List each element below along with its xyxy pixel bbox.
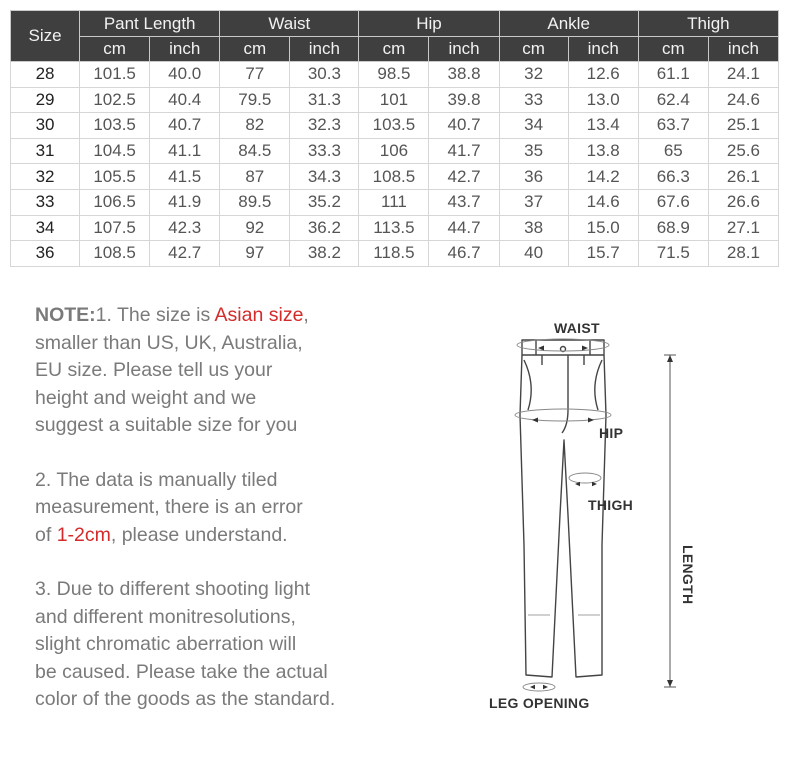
measurement-cell: 24.6 <box>708 87 778 113</box>
measurement-cell: 25.1 <box>708 113 778 139</box>
size-chart-table <box>10 10 779 267</box>
thigh-header: Thigh <box>638 11 778 37</box>
measurement-cell: 97 <box>220 241 290 267</box>
measurement-cell: 71.5 <box>638 241 708 267</box>
note-2-last-suffix: , please understand. <box>110 523 288 546</box>
measurement-cell: 105.5 <box>80 164 150 190</box>
measurement-cell: 36 <box>499 164 568 190</box>
measurement-cell: 34.3 <box>290 164 359 190</box>
note-3-line: 3. Due to different shooting light <box>35 578 310 600</box>
measurement-cell: 102.5 <box>80 87 150 113</box>
note-1 <box>35 302 395 440</box>
measurement-cell: 15.7 <box>568 241 638 267</box>
note-2-line: measurement, there is an error <box>35 496 303 518</box>
measurement-cell: 42.7 <box>150 241 220 267</box>
note-1-prefix: 1. The size is <box>95 304 215 326</box>
measurement-cell: 77 <box>220 62 290 88</box>
measurement-cell: 31.3 <box>290 87 359 113</box>
measurement-cell: 66.3 <box>638 164 708 190</box>
ankle-header: Ankle <box>499 11 638 37</box>
error-range-highlight: 1-2cm <box>56 523 111 546</box>
note-1-line: height and weight and we <box>35 386 257 409</box>
measurement-cell: 41.1 <box>150 138 220 164</box>
pant-length-header: Pant Length <box>80 11 220 37</box>
unit-header-inch: inch <box>290 37 359 62</box>
measurement-cell: 46.7 <box>429 241 499 267</box>
measurement-cell: 67.6 <box>638 189 708 215</box>
size-cell: 32 <box>11 164 80 190</box>
notes-section <box>35 302 395 741</box>
measurement-cell: 32.3 <box>290 113 359 139</box>
unit-header-inch: inch <box>150 37 220 62</box>
measurement-cell: 41.5 <box>150 164 220 190</box>
note-3-line: be caused. Please take the actual <box>35 660 328 683</box>
measurement-cell: 26.6 <box>708 189 778 215</box>
measurement-cell: 40.0 <box>150 62 220 88</box>
size-cell: 34 <box>11 215 80 241</box>
measurement-cell: 34 <box>499 113 568 139</box>
note-1-first-line <box>35 302 395 330</box>
unit-header-cm: cm <box>220 37 290 62</box>
measurement-cell: 13.8 <box>568 138 638 164</box>
size-row <box>11 164 779 190</box>
measurement-cell: 111 <box>359 189 429 215</box>
measurement-cell: 33.3 <box>290 138 359 164</box>
measurement-cell: 82 <box>220 113 290 139</box>
unit-header-cm: cm <box>499 37 568 62</box>
size-row <box>11 138 779 164</box>
unit-header-inch: inch <box>429 37 499 62</box>
measurement-cell: 92 <box>220 215 290 241</box>
measurement-cell: 28.1 <box>708 241 778 267</box>
measurement-cell: 40.4 <box>150 87 220 113</box>
note-label: NOTE: <box>35 304 96 326</box>
size-row <box>11 62 779 88</box>
measurement-cell: 61.1 <box>638 62 708 88</box>
thigh-label: THIGH <box>588 497 634 513</box>
measurement-cell: 42.7 <box>429 164 499 190</box>
measurement-cell: 107.5 <box>80 215 150 241</box>
measurement-cell: 38.8 <box>429 62 499 88</box>
asian-size-highlight: Asian size <box>214 304 304 326</box>
measurement-cell: 38.2 <box>290 241 359 267</box>
measurement-cell: 26.1 <box>708 164 778 190</box>
measurement-cell: 101.5 <box>80 62 150 88</box>
measurement-cell: 44.7 <box>429 215 499 241</box>
size-cell: 30 <box>11 113 80 139</box>
measurement-cell: 42.3 <box>150 215 220 241</box>
pants-outline-illustration <box>480 315 720 725</box>
measurement-cell: 103.5 <box>80 113 150 139</box>
size-row <box>11 189 779 215</box>
measurement-cell: 106.5 <box>80 189 150 215</box>
measurement-cell: 35.2 <box>290 189 359 215</box>
measurement-cell: 35 <box>499 138 568 164</box>
size-cell: 29 <box>11 87 80 113</box>
measurement-cell: 37 <box>499 189 568 215</box>
measurement-cell: 40 <box>499 241 568 267</box>
measurement-cell: 41.7 <box>429 138 499 164</box>
measurement-cell: 13.0 <box>568 87 638 113</box>
length-label: LENGTH <box>680 545 696 605</box>
measurement-cell: 13.4 <box>568 113 638 139</box>
unit-header-inch: inch <box>708 37 778 62</box>
measurement-cell: 84.5 <box>220 138 290 164</box>
note-3-line: and different monitresolutions, <box>35 605 296 628</box>
measurement-cell: 40.7 <box>429 113 499 139</box>
size-table-body <box>11 62 779 267</box>
hip-header: Hip <box>359 11 499 37</box>
measurement-cell: 36.2 <box>290 215 359 241</box>
measurement-cell: 14.6 <box>568 189 638 215</box>
size-cell: 33 <box>11 189 80 215</box>
size-row <box>11 87 779 113</box>
unit-header-inch: inch <box>568 37 638 62</box>
measurement-cell: 113.5 <box>359 215 429 241</box>
measurement-cell: 40.7 <box>150 113 220 139</box>
measurement-cell: 32 <box>499 62 568 88</box>
measurement-cell: 39.8 <box>429 87 499 113</box>
measurement-cell: 65 <box>638 138 708 164</box>
measurement-cell: 104.5 <box>80 138 150 164</box>
size-cell: 31 <box>11 138 80 164</box>
size-row <box>11 113 779 139</box>
note-3 <box>35 576 395 714</box>
unit-header-cm: cm <box>359 37 429 62</box>
note-2-last-line <box>35 522 395 550</box>
measurement-cell: 108.5 <box>80 241 150 267</box>
measurement-cell: 87 <box>220 164 290 190</box>
measurement-cell: 101 <box>359 87 429 113</box>
size-column-header: Size <box>11 11 80 62</box>
measurement-cell: 38 <box>499 215 568 241</box>
note-2 <box>35 467 395 550</box>
measurement-cell: 98.5 <box>359 62 429 88</box>
measurement-cell: 14.2 <box>568 164 638 190</box>
pants-measurement-diagram <box>480 315 720 725</box>
waist-label: WAIST <box>554 320 600 336</box>
measurement-cell: 12.6 <box>568 62 638 88</box>
note-3-line: color of the goods as the standard. <box>35 688 336 710</box>
note-2-last-prefix: of <box>35 523 57 546</box>
measurement-cell: 89.5 <box>220 189 290 215</box>
measurement-cell: 43.7 <box>429 189 499 215</box>
measurement-cell: 24.1 <box>708 62 778 88</box>
note-1-line: EU size. Please tell us your <box>35 359 273 381</box>
measurement-cell: 62.4 <box>638 87 708 113</box>
unit-header-cm: cm <box>638 37 708 62</box>
note-1-suffix: , <box>303 304 309 326</box>
size-row <box>11 215 779 241</box>
measurement-cell: 103.5 <box>359 113 429 139</box>
size-cell: 36 <box>11 241 80 267</box>
measurement-cell: 68.9 <box>638 215 708 241</box>
note-3-line: slight chromatic aberration will <box>35 633 297 655</box>
measurement-cell: 41.9 <box>150 189 220 215</box>
measurement-cell: 15.0 <box>568 215 638 241</box>
measurement-cell: 63.7 <box>638 113 708 139</box>
measurement-cell: 25.6 <box>708 138 778 164</box>
measurement-cell: 118.5 <box>359 241 429 267</box>
measurement-cell: 27.1 <box>708 215 778 241</box>
waist-header: Waist <box>220 11 359 37</box>
leg-opening-label: LEG OPENING <box>489 695 590 711</box>
measurement-cell: 30.3 <box>290 62 359 88</box>
measurement-cell: 106 <box>359 138 429 164</box>
note-2-line: 2. The data is manually tiled <box>35 468 278 491</box>
size-row <box>11 241 779 267</box>
size-cell: 28 <box>11 62 80 88</box>
measurement-cell: 108.5 <box>359 164 429 190</box>
measurement-cell: 33 <box>499 87 568 113</box>
note-1-line: smaller than US, UK, Australia, <box>35 331 303 354</box>
unit-header-cm: cm <box>80 37 150 62</box>
measurement-cell: 79.5 <box>220 87 290 113</box>
hip-label: HIP <box>599 425 624 441</box>
note-1-line: suggest a suitable size for you <box>35 414 298 436</box>
